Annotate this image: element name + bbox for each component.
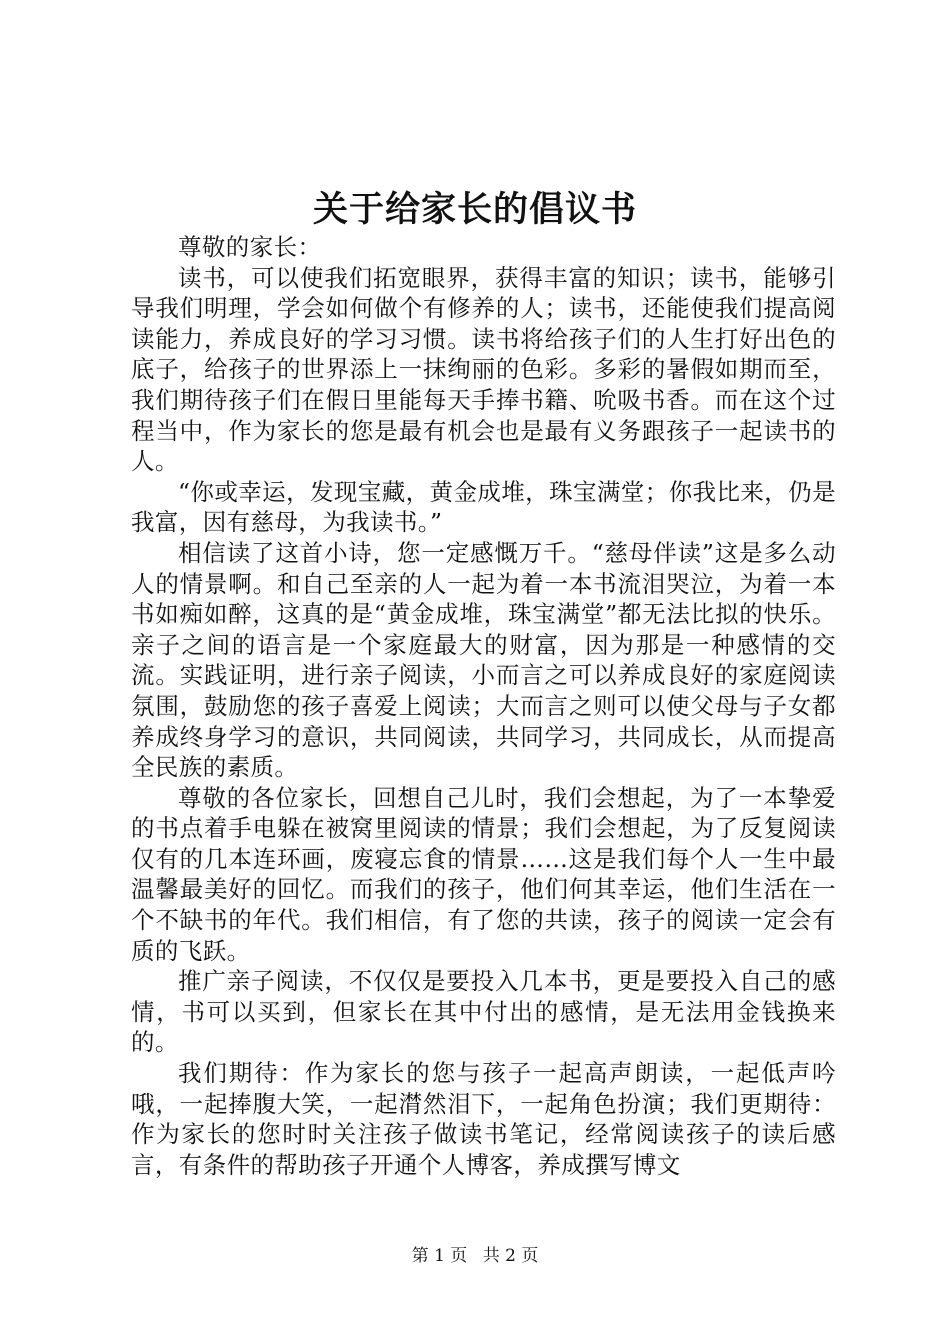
paragraph: 相信读了这首小诗，您一定感慨万千。“慈母伴读”这是多么动人的情景啊。和自己至亲的人一起为着一本书流泪哭泣，为着一本书如痴如醉，这真的是“黄金成堆，珠宝满堂”都无法比拟的快乐。亲子之间的语言是一个家庭最大的财富，因为那是一种感情的交流。实践证明，进行亲子阅读，小而言之可以养成良好的家庭阅读氛围，鼓励您的孩子喜爱上阅读；大而言之则可以使父母与子女都养成终身学习的意识，共同阅读，共同学习，共同成长，从而提高全民族的素质。	[131, 538, 836, 782]
page-number: 第 1 页	[411, 1246, 468, 1266]
paragraph: 我们期待：作为家长的您与孩子一起高声朗读，一起低声吟哦，一起捧腹大笑，一起潸然泪下，一起角色扮演；我们更期待：作为家长的您时时关注孩子做读书笔记，经常阅读孩子的读后感言，有条件的帮助孩子开通个人博客，养成撰写博文	[131, 1059, 836, 1179]
paragraph: “你或幸运，发现宝藏，黄金成堆，珠宝满堂；你我比来，仍是我富，因有慈母，为我读书。”	[131, 477, 836, 537]
paragraph: 读书，可以使我们拓宽眼界，获得丰富的知识；读书，能够引导我们明理，学会如何做个有修养的人；读书，还能使我们提高阅读能力，养成良好的学习习惯。读书将给孩子们的人生打好出色的底子，给孩子的世界添上一抹绚丽的色彩。多彩的暑假如期而至，我们期待孩子们在假日里能每天手捧书籍、吮吸书香。而在这个过程当中，作为家长的您是最有机会也是最有义务跟孩子一起读书的人。	[131, 263, 836, 476]
document-title: 关于给家长的倡议书	[312, 189, 637, 230]
salutation: 尊敬的家长：	[178, 233, 322, 261]
paragraph: 推广亲子阅读，不仅仅是要投入几本书，更是要投入自己的感情，书可以买到，但家长在其中付出的感情，是无法用金钱换来的。	[131, 967, 836, 1057]
paragraph: 尊敬的各位家长，回想自己儿时，我们会想起，为了一本挚爱的书点着手电躲在被窝里阅读的情景；我们会想起，为了反复阅读仅有的几本连环画，废寝忘食的情景……这是我们每个人一生中最温馨最美好的回忆。而我们的孩子，他们何其幸运，他们生活在一个不缺书的年代。我们相信，有了您的共读，孩子的阅读一定会有质的飞跃。	[131, 783, 836, 965]
page-total: 共 2 页	[482, 1246, 539, 1266]
document-body	[131, 232, 836, 1180]
page-footer	[0, 1244, 950, 1268]
